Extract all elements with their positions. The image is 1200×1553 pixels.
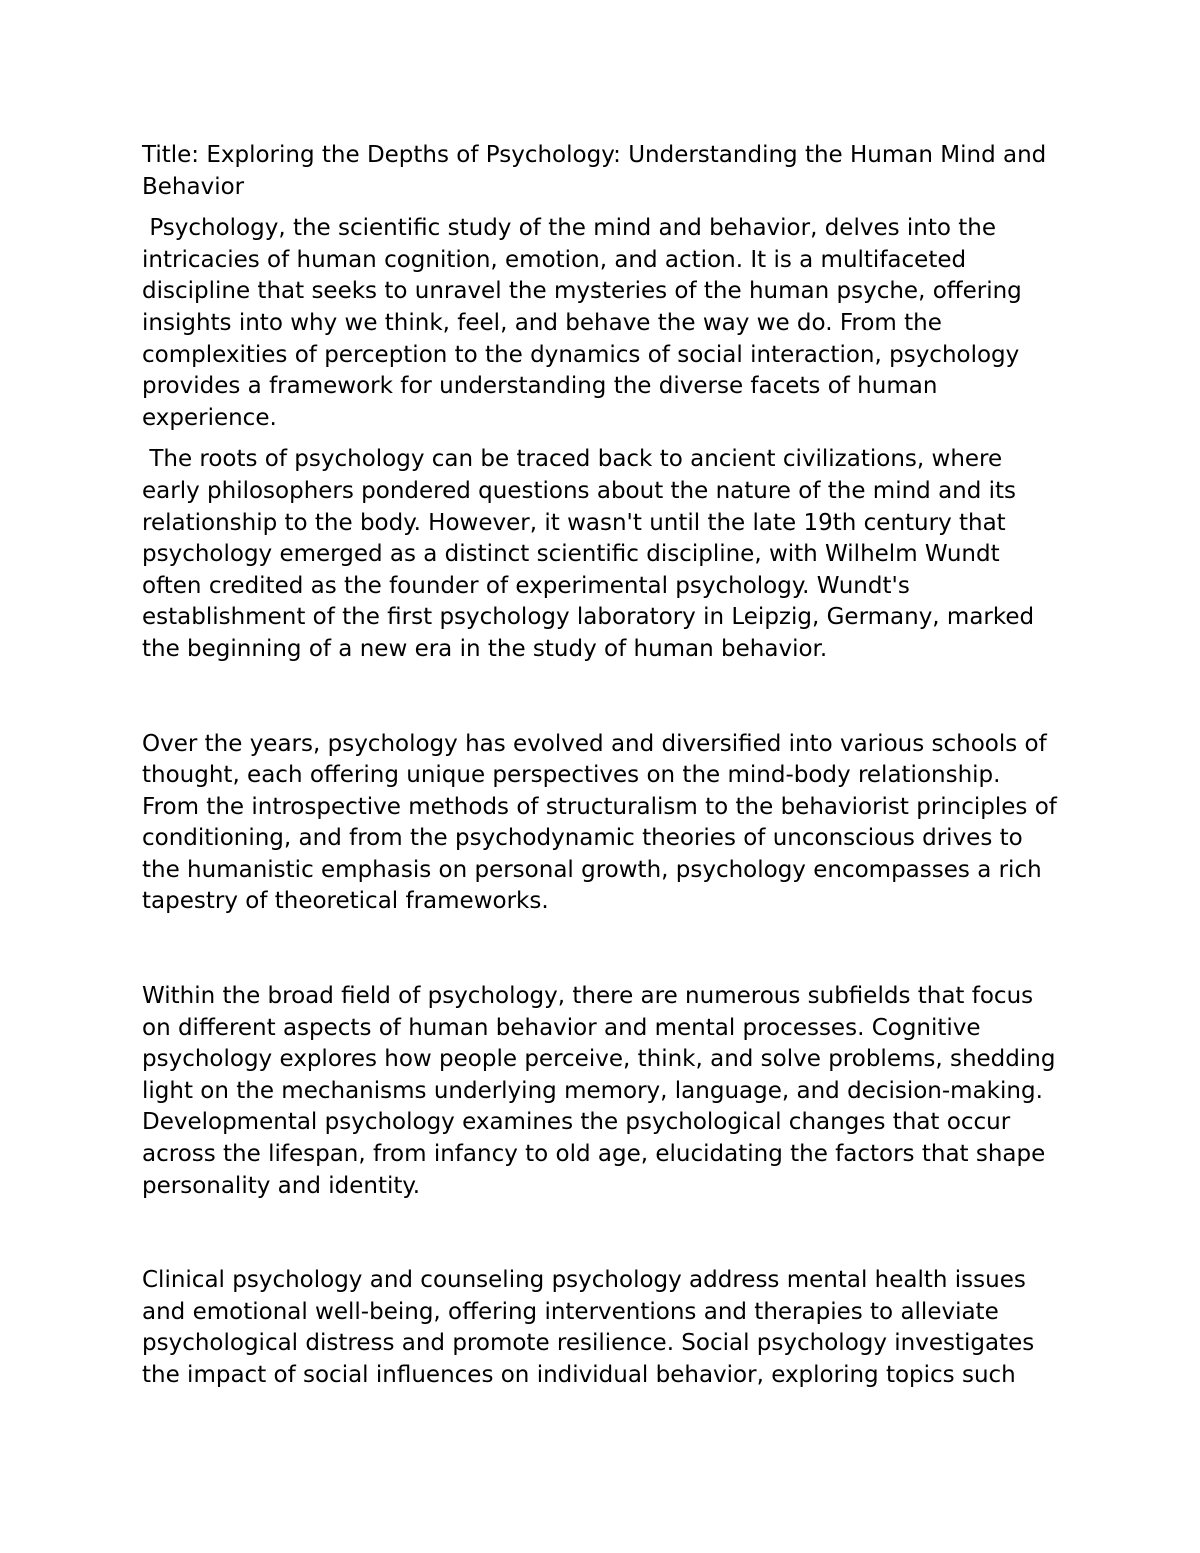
paragraph-schools: Over the years, psychology has evolved and diversified into various schools of thought, each offering unique perspectives on the mind-body relationship. From the introspective methods of structuralism to the behaviorist principles of conditioning, and from the psychodynamic theories of unconscious drives to the humanistic emphasis on personal growth, psychology encompasses a rich tapestry of theoretical frameworks. xyxy=(142,730,1065,915)
paragraph-spacer xyxy=(142,434,1062,444)
paragraph-clinical: Clinical psychology and counseling psychology address mental health issues and emotional well-being, offering interventions and therapies to alleviate psychological distress and promote resilience. Social psychology investigates the impact of social influences on individual behavior, exploring topics such xyxy=(142,1267,1042,1388)
paragraph-spacer xyxy=(142,203,1062,213)
document-title: Title: Exploring the Depths of Psychology: Understanding the Human Mind and Behavior xyxy=(142,142,1054,200)
paragraph-subfields: Within the broad field of psychology, there are numerous subfields that focus on different aspects of human behavior and mental processes. Cognitive psychology explores how people perceive, think, and solve problems, shedding light on the mechanisms underlying memory, language, and decision-making. Developmental psychology examines the psychological changes that occur across the lifespan, from infancy to old age, elucidating the factors that shape personality and identity. xyxy=(142,983,1063,1199)
paragraph-spacer xyxy=(142,1202,1062,1265)
document-body xyxy=(142,140,1065,1392)
paragraph-intro: Psychology, the scientific study of the mind and behavior, delves into the intricacies of human cognition, emotion, and action. It is a multifaceted discipline that seeks to unravel the mysteries of the human psyche, offering insights into why we think, feel, and behave the way we do. From the complexities of perception to the dynamics of social interaction, psychology provides a framework for understanding the diverse facets of human experience. xyxy=(142,215,1030,431)
paragraph-roots: The roots of psychology can be traced back to ancient civilizations, where early philosophers pondered questions about the nature of the mind and its relationship to the body. However, it wasn't until the late 19th century that psychology emerged as a distinct scientific discipline, with Wilhelm Wundt often credited as the founder of experimental psychology. Wundt's establishment of the first psychology laboratory in Leipzig, Germany, marked the beginning of a new era in the study of human behavior. xyxy=(142,446,1042,662)
paragraph-spacer xyxy=(142,918,1062,981)
paragraph-spacer xyxy=(142,666,1062,729)
